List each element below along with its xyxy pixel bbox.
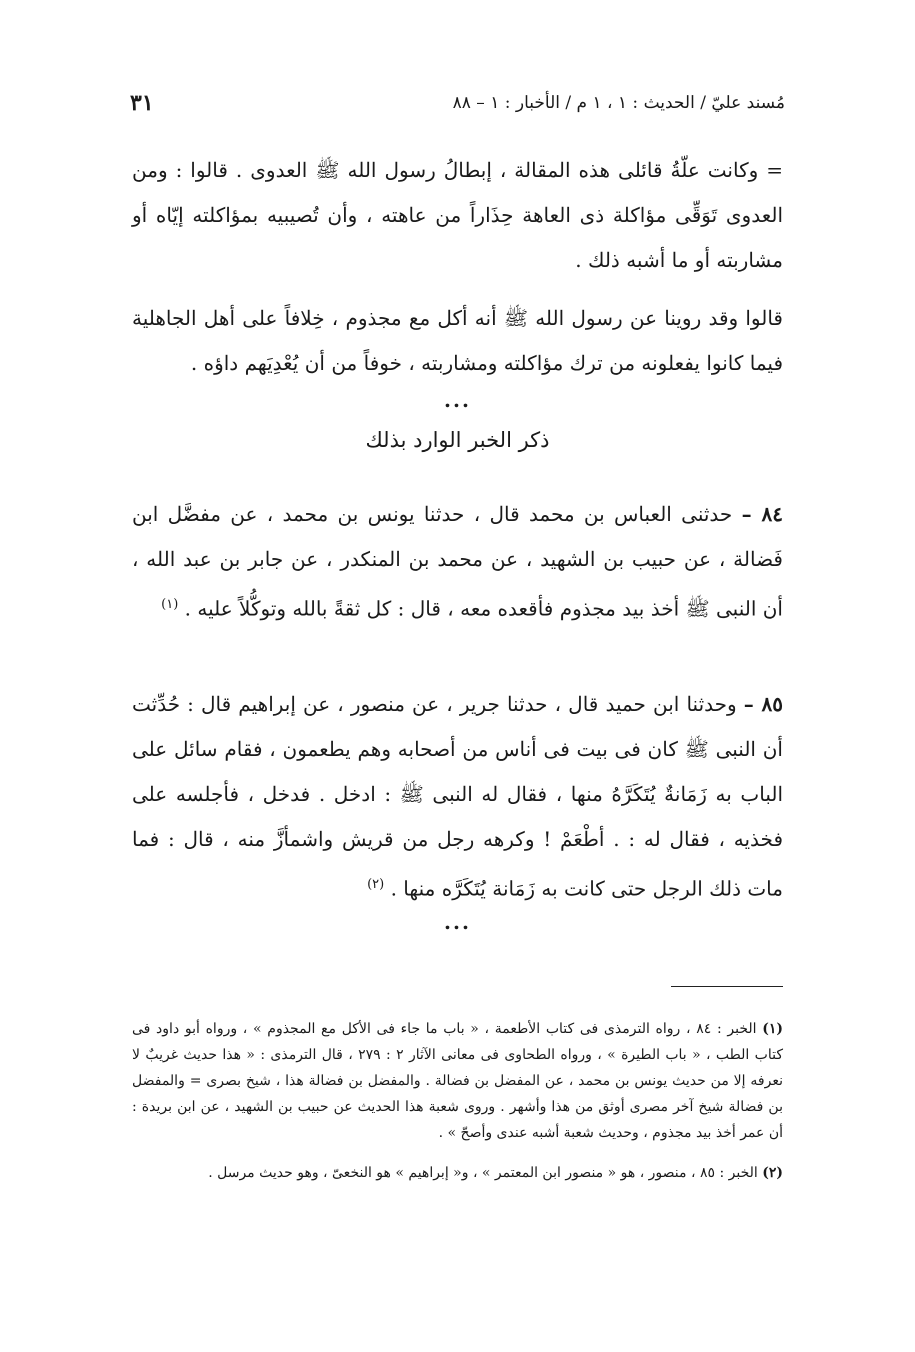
- running-header: [130, 88, 785, 118]
- hadith-number: ٨٥ –: [743, 692, 783, 716]
- hadith-84: [132, 492, 783, 632]
- section-heading: ذكر الخبر الوارد بذلك: [365, 428, 550, 452]
- footnote-label: (٢): [762, 1165, 783, 1181]
- running-title: مُسند عليّ / الحديث : ١ ، ١ م / الأخبار : ١ – ٨٨: [452, 93, 785, 113]
- hadith-text: وحدثنا ابن حميد قال ، حدثنا جرير ، عن منصور ، عن إبراهيم قال : حُدِّثت أن النبى ﷺ كان فى بيت فى أناس من أصحابه وهم يطعمون ، فقام سائل على الباب به زَمَانةٌ يُتَكَرَّهُ منها ، فقال له النبى ﷺ : ادخل . فدخل ، فأجلسه على فخذيه ، فقال له : . أطْعَمْ ! وكرهه رجل من قريش واشمأزَّ منه ، قال : فما مات ذلك الرجل حتى كانت به زَمَانة يُتَكَرَّه منها .: [132, 692, 783, 901]
- section-separator: ...: [444, 388, 471, 412]
- hadith-85: [132, 682, 783, 912]
- footnote-text: الخبر : ٨٥ ، منصور ، هو « منصور ابن المعتمر » ، و« إبراهيم » هو النخعىّ ، وهو حديث مرسل .: [208, 1165, 758, 1181]
- footnote-text: الخبر : ٨٤ ، رواه الترمذى فى كتاب الأطعمة ، « باب ما جاء فى الأكل مع المجذوم » ، ورواه أبو داود فى كتاب الطب ، « باب الطيرة » ، ورواه الطحاوى فى معانى الآثار ٢ : ٢٧٩ ، قال الترمذى : « هذا حديث غريبٌ لا نعرفه إلا من حديث يونس بن محمد ، عن المفضل بن فضالة . والمفضل بن فضالة هذا ، شيخ بصرى = والمفضل بن فضالة شيخ آخر مصرى أوثق من هذا وأشهر . وروى شعبة هذا الحديث عن حبيب بن الشهيد ، عن ابن بريدة : أن عمر أخذ بيد مجذوم ، وحديث شعبة أشبه عندى وأصحّ » .: [132, 1021, 783, 1141]
- footnote-1: [132, 1016, 783, 1146]
- page-number: ٣١: [130, 90, 154, 116]
- intro-text-1: = وكانت علّةُ قائلى هذه المقالة ، إبطالُ رسول الله ﷺ العدوى . قالوا : ومن العدوى تَوَقِّى مؤاكلة ذى العاهة حِذَاراً من عاهته ، وأن تُصيبيه بمؤاكلته إيّاه أو مشاربته أو ما أشبه ذلك .: [132, 158, 783, 272]
- footnote-reference: (١): [161, 597, 179, 612]
- intro-paragraph-2: [132, 296, 783, 386]
- section-separator: ...: [444, 910, 471, 934]
- footnote-label: (١): [762, 1021, 784, 1037]
- footnote-2: [132, 1160, 783, 1186]
- intro-text-2: قالوا وقد روينا عن رسول الله ﷺ أنه أكل مع مجذوم ، خِلافاً على أهل الجاهلية فيما كانوا يفعلونه من ترك مؤاكلته ومشاربته ، خوفاً من أن يُعْدِيَهم داؤه .: [132, 306, 783, 375]
- intro-paragraph-1: [132, 148, 783, 283]
- hadith-text: حدثنى العباس بن محمد قال ، حدثنا يونس بن محمد ، عن مفضَّل ابن فَضالة ، عن حبيب بن الشهيد ، عن محمد بن المنكدر ، عن جابر بن عبد الله ، أن النبى ﷺ أخذ بيد مجذوم فأقعده معه ، قال : كل ثقةً بالله وتوكُّلاً عليه .: [132, 502, 783, 621]
- footnote-reference: (٢): [367, 877, 385, 892]
- hadith-number: ٨٤ –: [741, 502, 784, 526]
- footnote-divider: [671, 986, 783, 987]
- footnotes: [132, 1016, 783, 1200]
